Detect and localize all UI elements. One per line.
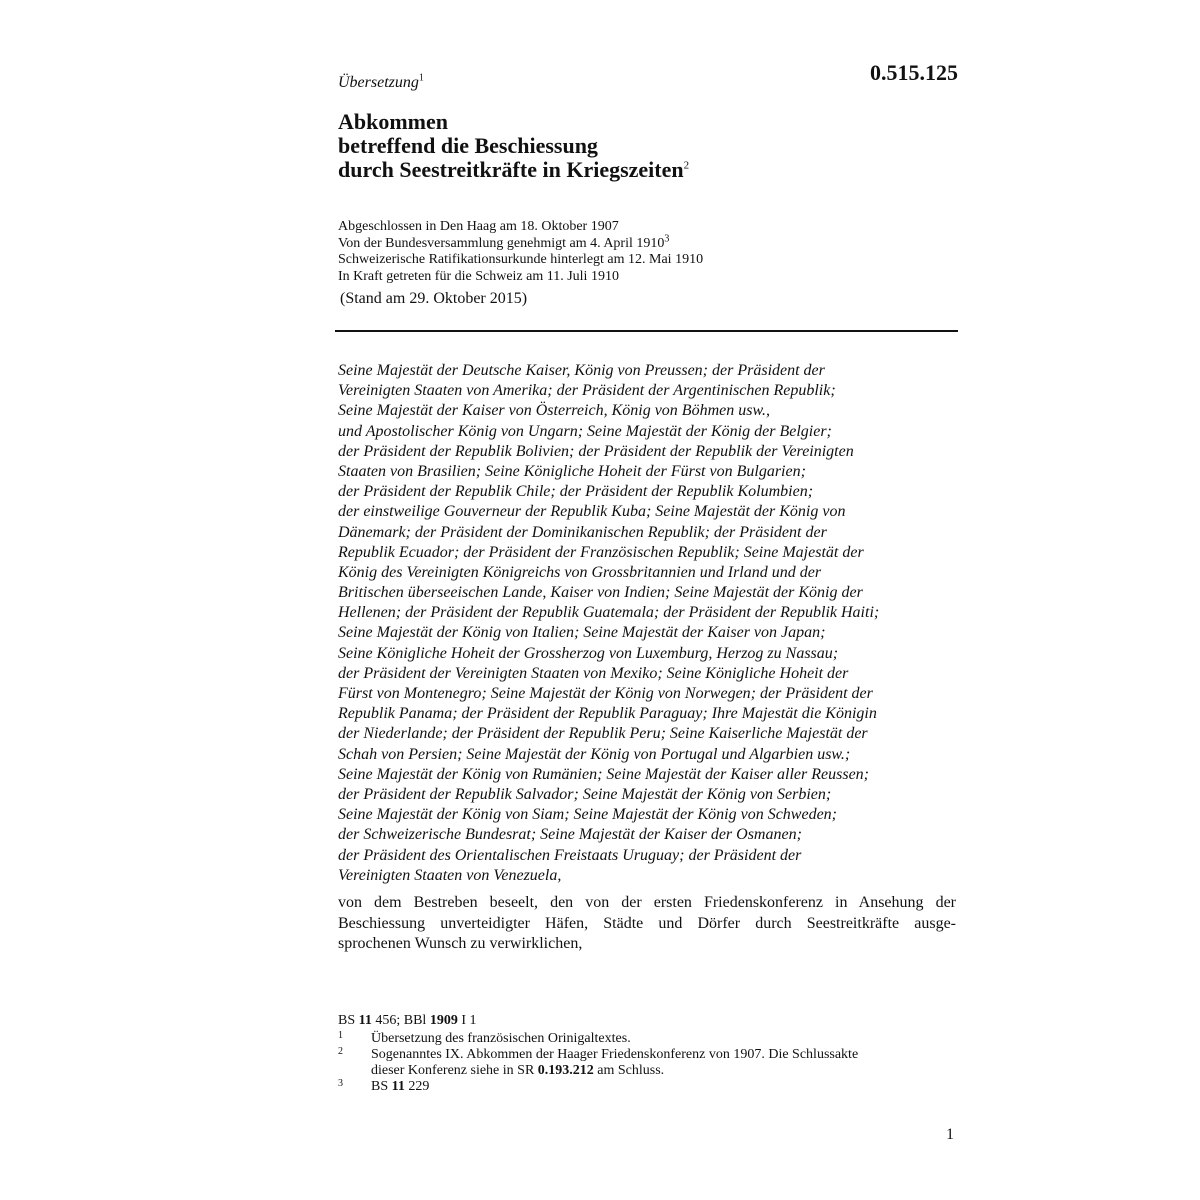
purpose-line: sprochenen Wunsch zu verwirklichen, bbox=[338, 935, 583, 952]
preamble-line: Vereinigten Staaten von Venezuela, bbox=[338, 866, 562, 884]
preamble-parties bbox=[338, 361, 879, 886]
title-line-2: betreffend die Beschiessung bbox=[338, 133, 598, 158]
source-bs-rest: 456; BBl bbox=[375, 1013, 427, 1028]
meta-approved bbox=[338, 232, 703, 253]
source-reference bbox=[338, 1013, 477, 1029]
preamble-line: Republik Panama; der Präsident der Republik Paraguay; Ihre Majestät die Königin bbox=[338, 705, 877, 723]
preamble-line: Dänemark; der Präsident der Dominikanischen Republik; der Präsident der bbox=[338, 523, 827, 541]
preamble-line: Seine Majestät der König von Rumänien; Seine Majestät der Kaiser aller Reussen; bbox=[338, 765, 870, 783]
footnote-ref-1[interactable]: 1 bbox=[418, 72, 424, 84]
title-line-3-text: durch Seestreitkräfte in Kriegszeiten bbox=[338, 157, 684, 182]
footnote-ref-3[interactable]: 3 bbox=[664, 232, 670, 244]
document-metadata bbox=[338, 219, 703, 285]
preamble-line: und Apostolischer König von Ungarn; Seine Majestät der König der Belgier; bbox=[338, 422, 832, 440]
preamble-line: der Präsident der Republik Chile; der Präsident der Republik Kolumbien; bbox=[338, 483, 814, 501]
document-page bbox=[338, 0, 958, 1200]
status-date: (Stand am 29. Oktober 2015) bbox=[340, 290, 528, 307]
preamble-line: der Niederlande; der Präsident der Republik Peru; Seine Kaiserliche Majestät der bbox=[338, 725, 868, 743]
preamble-line: Staaten von Brasilien; Seine Königliche Hoheit der Fürst von Bulgarien; bbox=[338, 462, 806, 480]
source-bs-volume: 11 bbox=[358, 1013, 372, 1028]
footnote-3 bbox=[338, 1079, 858, 1095]
preamble-line: Britischen überseeischen Lande, Kaiser von Indien; Seine Majestät der König der bbox=[338, 584, 863, 602]
preamble-line: Seine Majestät der König von Italien; Seine Majestät der Kaiser von Japan; bbox=[338, 624, 826, 642]
footnote-text-post: 229 bbox=[408, 1079, 430, 1094]
sr-reference-link[interactable]: 0.193.212 bbox=[537, 1063, 594, 1078]
preamble-line: der Präsident der Republik Bolivien; der Präsident der Republik der Vereinigten bbox=[338, 442, 854, 460]
header-divider bbox=[335, 330, 958, 332]
footnote-text-line2 bbox=[371, 1063, 858, 1079]
sr-number: 0.515.125 bbox=[870, 60, 958, 85]
meta-ratification: Schweizerische Ratifikationsurkunde hinterlegt am 12. Mai 1910 bbox=[338, 252, 704, 267]
preamble-line: Seine Majestät der Kaiser von Österreich, König von Böhmen usw., bbox=[338, 402, 770, 420]
preamble-purpose bbox=[338, 893, 956, 955]
purpose-line: von dem Bestreben beseelt, den von der ersten Friedenskonferenz in Ansehung der bbox=[338, 894, 956, 911]
preamble-line: Seine Majestät der Deutsche Kaiser, König von Preussen; der Präsident der bbox=[338, 362, 825, 379]
footnote-text-post: am Schluss. bbox=[597, 1063, 665, 1078]
footnote-2 bbox=[338, 1047, 858, 1079]
preamble-line: der Präsident der Republik Salvador; Seine Majestät der König von Serbien; bbox=[338, 785, 832, 803]
document-title bbox=[338, 110, 689, 182]
footnote-text-pre: dieser Konferenz siehe in SR bbox=[371, 1063, 535, 1078]
preamble-line: Fürst von Montenegro; Seine Majestät der König von Norwegen; der Präsident der bbox=[338, 685, 873, 702]
preamble-line: der Präsident des Orientalischen Freistaats Uruguay; der Präsident der bbox=[338, 846, 802, 864]
source-bbl-year: 1909 bbox=[429, 1013, 458, 1028]
source-bs: BS bbox=[338, 1013, 356, 1028]
meta-in-force: In Kraft getreten für die Schweiz am 11. Juli 1910 bbox=[338, 268, 619, 284]
meta-approved-text: Von der Bundesversammlung genehmigt am 4. April 1910 bbox=[338, 235, 665, 251]
footnote-number: 1 bbox=[338, 1030, 343, 1041]
preamble-line: König des Vereinigten Königreichs von Grossbritannien und Irland und der bbox=[338, 563, 822, 581]
preamble-line: der Präsident der Vereinigten Staaten von Mexiko; Seine Königliche Hoheit der bbox=[338, 664, 849, 682]
footnote-number: 3 bbox=[338, 1078, 343, 1089]
preamble-line: der Schweizerische Bundesrat; Seine Majestät der Kaiser der Osmanen; bbox=[338, 826, 802, 844]
footnote-text: Sogenanntes IX. Abkommen der Haager Friedenskonferenz von 1907. Die Schlussakte bbox=[371, 1047, 859, 1062]
title-line-1: Abkommen bbox=[338, 109, 449, 134]
title-line-3 bbox=[338, 158, 689, 182]
preamble-line: Seine Majestät der König von Siam; Seine Majestät der König von Schweden; bbox=[338, 806, 838, 824]
preamble-line: Schah von Persien; Seine Majestät der König von Portugal und Algarbien usw.; bbox=[338, 745, 851, 763]
preamble-line: Vereinigten Staaten von Amerika; der Präsident der Argentinischen Republik; bbox=[338, 382, 836, 400]
purpose-line: Beschiessung unverteidigter Häfen, Städte und Dörfer durch Seestreitkräfte ausge- bbox=[338, 914, 956, 932]
page-number: 1 bbox=[946, 1126, 954, 1143]
footnote-number: 2 bbox=[338, 1046, 343, 1057]
footnotes bbox=[338, 1031, 858, 1095]
source-bbl-rest: I 1 bbox=[461, 1013, 477, 1028]
translation-label-text: Übersetzung bbox=[338, 74, 419, 91]
preamble-line: Republik Ecuador; der Präsident der Französischen Republik; Seine Majestät der bbox=[338, 543, 864, 561]
footnote-text-pre: BS bbox=[371, 1079, 389, 1094]
footnote-text: Übersetzung des französischen Orinigaltextes. bbox=[371, 1031, 631, 1046]
footnote-1 bbox=[338, 1031, 858, 1047]
preamble-line: Hellenen; der Präsident der Republik Guatemala; der Präsident der Republik Haiti; bbox=[338, 604, 880, 622]
footnote-volume: 11 bbox=[391, 1079, 405, 1094]
preamble-line: der einstweilige Gouverneur der Republik Kuba; Seine Majestät der König von bbox=[338, 503, 846, 521]
preamble-line: Seine Königliche Hoheit der Grossherzog von Luxemburg, Herzog zu Nassau; bbox=[338, 644, 839, 662]
meta-concluded: Abgeschlossen in Den Haag am 18. Oktober 1907 bbox=[338, 219, 619, 234]
footnote-ref-2[interactable]: 2 bbox=[683, 159, 690, 172]
translation-label bbox=[338, 74, 424, 92]
